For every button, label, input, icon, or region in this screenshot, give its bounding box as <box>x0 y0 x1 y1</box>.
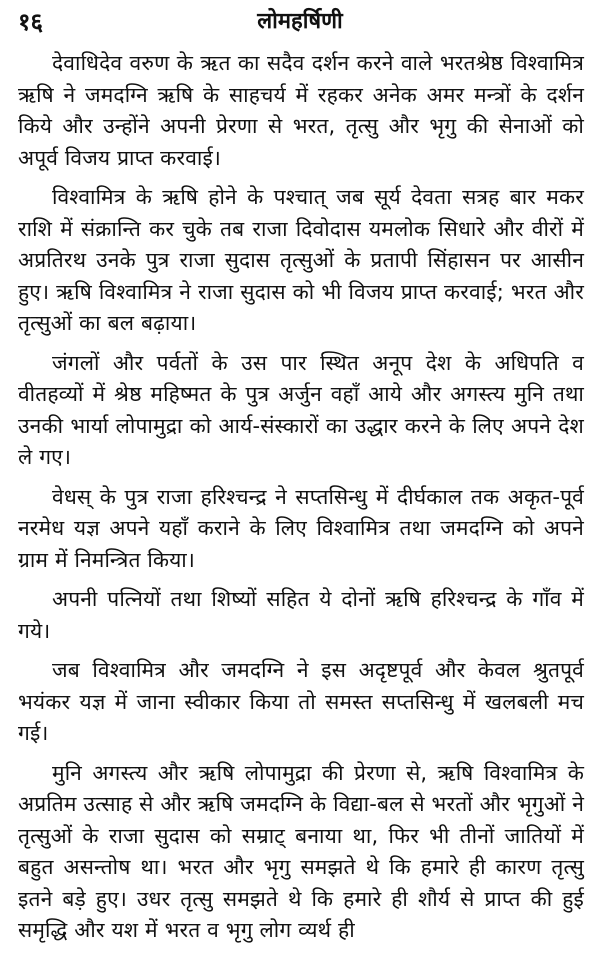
page-number: १६ <box>18 8 43 36</box>
paragraph-7: मुनि अगस्त्य और ऋषि लोपामुद्रा की प्रेरणा से, ऋषि विश्वामित्र के अप्रतिम उत्साह से और ऋषि जमदग्नि के विद्या-बल से भरतों और भृगुओं ने तृत्सुओं के राजा सुदास को सम्राट् बनाया था, फिर भी तीनों जातियों में बहुत असन्तोष था। भरत और भृगु समझते थे कि हमारे ही कारण तृत्सु इतने बड़े हुए। उधर तृत्सु समझते थे कि हमारे ही शौर्य से प्राप्त की हुई समृद्धि और यश में भरत व भृगु लोग व्यर्थ ही <box>18 760 584 942</box>
paragraph-6: जब विश्वामित्र और जमदग्नि ने इस अदृष्टपूर्व और केवल श्रुतपूर्व भयंकर यज्ञ में जाना स्वीकार किया तो समस्त सप्तसिन्धु में खलबली मच गई। <box>18 658 584 745</box>
body-text <box>18 48 584 955</box>
paragraph-3: जंगलों और पर्वतों के उस पार स्थित अनूप देश के अधिपति व वीतहव्यों में श्रेष्ठ महिष्मत के पुत्र अर्जुन वहाँ आये और अगस्त्य मुनि तथा उनकी भार्या लोपामुद्रा को आर्य-संस्कारों का उद्धार करने के लिए अपने देश ले गए। <box>18 350 584 469</box>
page-header <box>18 4 582 40</box>
paragraph-5: अपनी पत्नियों तथा शिष्यों सहित ये दोनों ऋषि हरिश्चन्द्र के गाँव में गये। <box>18 587 584 643</box>
paragraph-2: विश्वामित्र के ऋषि होने के पश्चात् जब सूर्य देवता सत्रह बार मकर राशि में संक्रान्ति कर चुके तब राजा दिवोदास यमलोक सिधारे और वीरों में अप्रतिरथ उनके पुत्र राजा सुदास तृत्सुओं के प्रतापी सिंहासन पर आसीन हुए। ऋषि विश्वामित्र ने राजा सुदास को भी विजय प्राप्त करवाई; भरत और तृत्सुओं का बल बढ़ाया। <box>18 185 584 335</box>
paragraph-4: वेधस् के पुत्र राजा हरिश्चन्द्र ने सप्तसिन्धु में दीर्घकाल तक अकृत-पूर्व नरमेध यज्ञ अपने यहाँ कराने के लिए विश्वामित्र तथा जमदग्नि को अपने ग्राम में निमन्त्रित किया। <box>18 484 584 572</box>
running-title: लोमहर्षिणी <box>257 9 343 34</box>
paragraph-1: देवाधिदेव वरुण के ऋत का सदैव दर्शन करने वाले भरतश्रेष्ठ विश्वामित्र ऋषि ने जमदग्नि ऋषि के साहचर्य में रहकर अनेक अमर मन्त्रों के दर्शन किये और उन्होंने अपनी प्रेरणा से भरत, तृत्सु और भृगु की सेनाओं को अपूर्व विजय प्राप्त करवाई। <box>18 51 584 170</box>
